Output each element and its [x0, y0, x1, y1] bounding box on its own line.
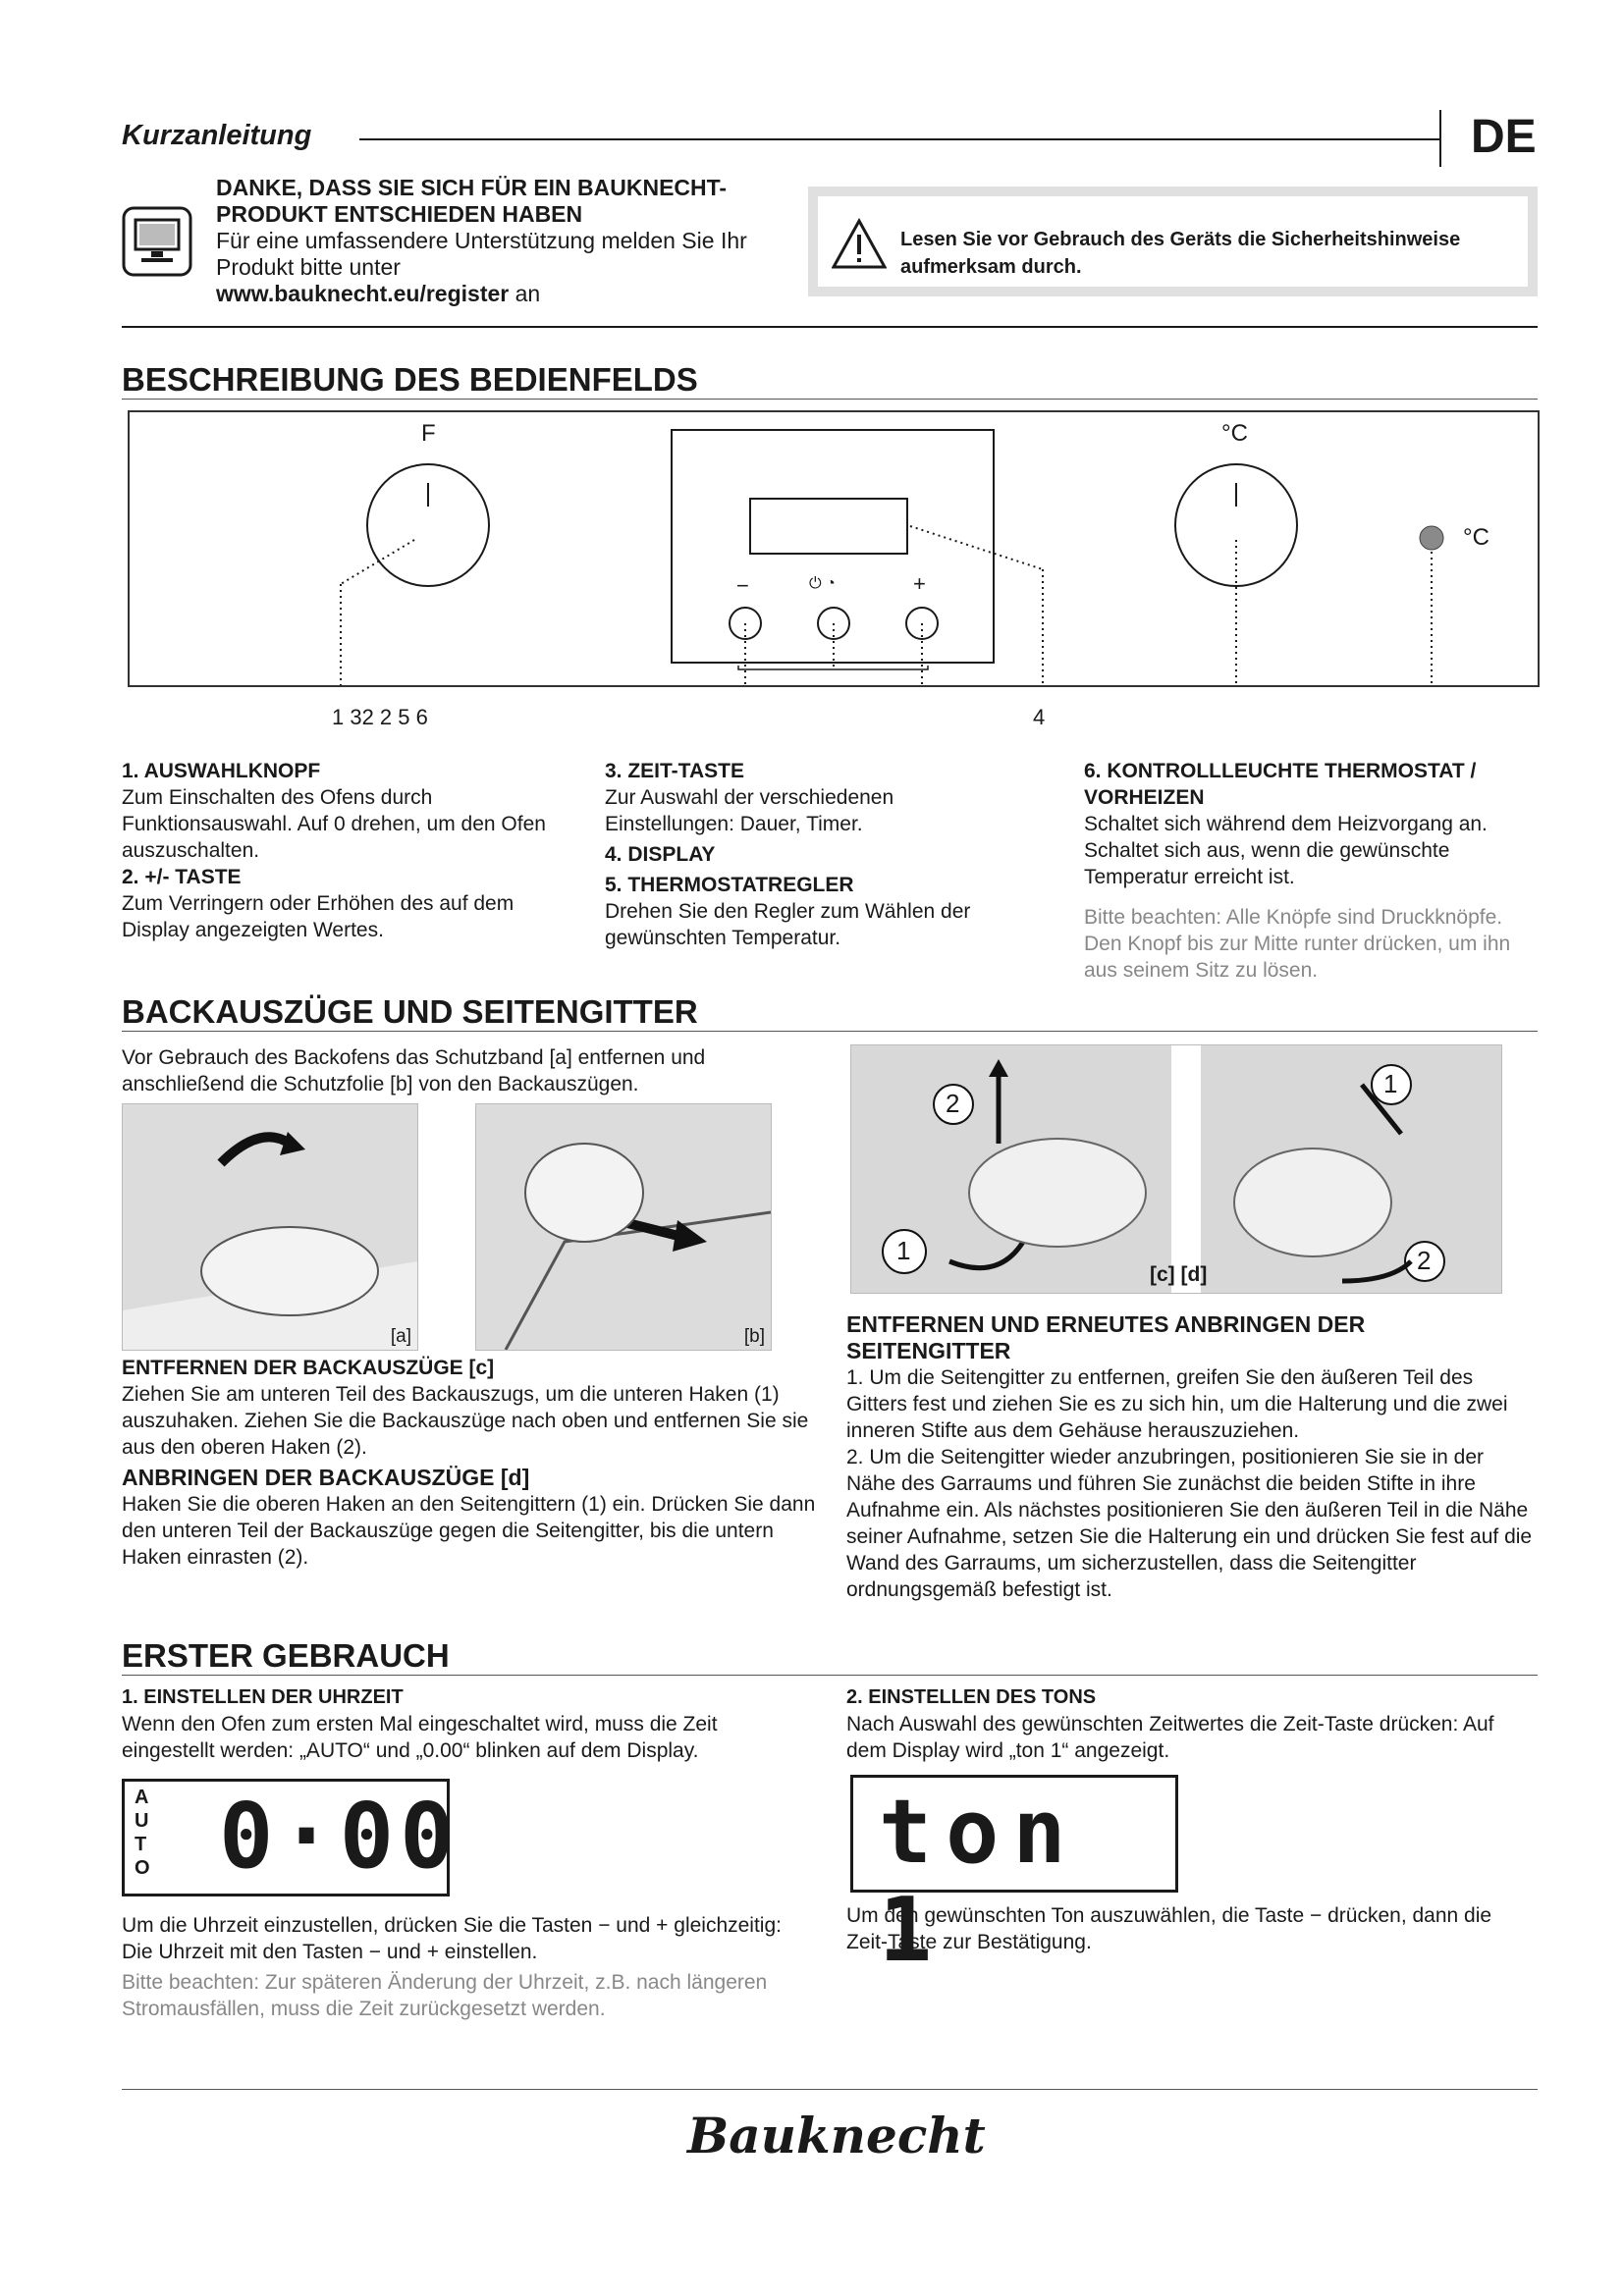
racks-left-text	[122, 1355, 819, 1571]
rack-removal-image	[850, 1044, 1502, 1294]
tone-text: Nach Auswahl des gewünschten Zeitwertes die Zeit-Taste drücken: Auf dem Display wird „ton 1“ angezeigt.	[846, 1713, 1494, 1762]
item-1-title: 1. AUSWAHLKNOPF	[122, 760, 321, 782]
items-col-1	[122, 758, 554, 943]
side-grid-text-1: 1. Um die Seitengitter zu entfernen, greifen Sie den äußeren Teil des Gitters fest und ziehen Sie es zu sich hin, um die Halterung und die zwei inneren Stifte aus dem Gehäuse herauszuziehen.	[846, 1366, 1508, 1442]
function-label: F	[421, 420, 436, 447]
display-window	[750, 499, 907, 554]
clock-title: 1. EINSTELLEN DER UHRZEIT	[122, 1686, 404, 1708]
clock-instructions: Um die Uhrzeit einzustellen, drücken Sie die Tasten − und + gleichzeitig: Die Uhrzeit mit den Tasten − und + einstellen.	[122, 1914, 782, 1963]
section-title-first-use: ERSTER GEBRAUCH	[122, 1637, 450, 1674]
tone-digits: ton 1	[879, 1781, 1080, 1982]
callout-numbers: 1 32 2 5 6	[332, 705, 428, 729]
lamp-label: °C	[1463, 524, 1489, 551]
display-housing	[672, 430, 994, 663]
step-marker: 1	[1383, 1069, 1398, 1098]
plus-symbol: +	[913, 571, 926, 596]
auto-letter: U	[135, 1810, 149, 1832]
footer-rule	[122, 2089, 1538, 2090]
intro-suffix: an	[509, 281, 541, 306]
tone-block	[846, 1684, 1534, 1764]
warning-icon	[832, 218, 887, 269]
item-5-text: Drehen Sie den Regler zum Wählen der gewünschten Temperatur.	[605, 900, 971, 949]
items-col-2	[605, 758, 1017, 951]
protective-film-image	[475, 1103, 772, 1351]
attach-racks-title: ANBRINGEN DER BACKAUSZÜGE [d]	[122, 1465, 530, 1490]
auto-indicator	[135, 1786, 150, 1880]
item-1-text: Zum Einschalten des Ofens durch Funktionsauswahl. Auf 0 drehen, um den Ofen auszuschalten.	[122, 786, 546, 862]
items-col-3	[1084, 758, 1536, 984]
minus-symbol: −	[736, 573, 749, 598]
clock-digits: 0·00	[219, 1784, 460, 1889]
warning-box	[808, 187, 1538, 296]
racks-right-text	[846, 1311, 1534, 1603]
selector-knob	[367, 464, 489, 586]
clock-text: Wenn den Ofen zum ersten Mal eingeschaltet wird, muss die Zeit eingestellt werden: „AUTO“ und „0.00“ blinken auf dem Display.	[122, 1713, 718, 1762]
tone-title: 2. EINSTELLEN DES TONS	[846, 1686, 1097, 1708]
monitor-icon	[122, 206, 192, 277]
attach-racks-text: Haken Sie die oberen Haken an den Seitengittern (1) ein. Drücken Sie dann den unteren Teil der Backauszüge gegen die Seitengitter, bis die untern Haken einrasten (2).	[122, 1493, 816, 1569]
section-rule	[122, 1031, 1538, 1032]
step-marker: 2	[1417, 1246, 1432, 1275]
clock-note: Bitte beachten: Zur späteren Änderung der Uhrzeit, z.B. nach längeren Stromausfällen, muss die Zeit zurückgesetzt werden.	[122, 1971, 768, 2020]
racks-intro: Vor Gebrauch des Backofens das Schutzband [a] entfernen und anschließend die Schutzfolie [b] von den Backauszügen.	[122, 1046, 706, 1095]
item-4-title: 4. DISPLAY	[605, 843, 716, 866]
item-3-title: 3. ZEIT-TASTE	[605, 760, 744, 782]
item-2-title: 2. +/- TASTE	[122, 866, 242, 888]
item-3-text: Zur Auswahl der verschiedenen Einstellungen: Dauer, Timer.	[605, 786, 894, 835]
side-grid-text-2: 2. Um die Seitengitter wieder anzubringen, positionieren Sie sie in der Nähe des Garraums und führen Sie zunächst die beiden Stifte in ihre Aufnahme ein. Als nächstes positionieren Sie den äußeren Teil in die Nähe seiner Aufnahme, setzen Sie die Halterung ein und drücken Sie fest auf die Wand des Garraums, um sicherzustellen, dass die Seitengitter ordnungsgemäß befestigt ist.	[846, 1446, 1533, 1601]
control-panel-diagram	[128, 410, 1540, 687]
temperature-label: °C	[1221, 420, 1248, 447]
item-6-title: 6. KONTROLLLEUCHTE THERMOSTAT / VORHEIZEN	[1084, 760, 1477, 809]
warning-text: Lesen Sie vor Gebrauch des Geräts die Sicherheitshinweise aufmerksam durch.	[900, 229, 1461, 278]
header-rule	[359, 138, 1439, 140]
callout-display: 4	[1033, 705, 1046, 729]
header-divider	[1439, 110, 1441, 167]
time-symbols: ⏻ ◔	[809, 575, 836, 592]
protective-tape-image	[122, 1103, 418, 1351]
thermostat-lamp	[1420, 526, 1443, 550]
intro-block	[216, 175, 766, 307]
clock-display	[122, 1779, 460, 1896]
section-title-racks: BACKAUSZÜGE UND SEITENGITTER	[122, 993, 698, 1030]
item-6-text: Schaltet sich während dem Heizvorgang an. Schaltet sich aus, wenn die gewünschte Temperatur erreicht ist.	[1084, 813, 1488, 888]
auto-letter: O	[135, 1857, 150, 1879]
image-label-b: [b]	[743, 1326, 765, 1347]
language-code: DE	[1471, 111, 1537, 163]
register-link[interactable]: www.bauknecht.eu/register	[216, 281, 510, 306]
knob-note: Bitte beachten: Alle Knöpfe sind Druckknöpfe. Den Knopf bis zur Mitte runter drücken, um ihn aus seinem Sitz zu lösen.	[1084, 906, 1511, 982]
remove-racks-text: Ziehen Sie am unteren Teil des Backauszugs, um die unteren Haken (1) auszuhaken. Ziehen Sie die Backauszüge nach oben und entfernen Sie sie aus den oberen Haken (2).	[122, 1383, 809, 1459]
thermostat-knob	[1175, 464, 1297, 586]
step-marker: 1	[896, 1236, 911, 1265]
remove-racks-title: ENTFERNEN DER BACKAUSZÜGE [c]	[122, 1357, 495, 1379]
image-label-cd: [c] [d]	[1150, 1263, 1208, 1286]
document-type: Kurzanleitung	[122, 120, 312, 151]
section-rule	[122, 1675, 1538, 1676]
intro-text: Für eine umfassendere Unterstützung melden Sie Ihr Produkt bitte unter	[216, 228, 747, 280]
item-2-text: Zum Verringern oder Erhöhen des auf dem Display angezeigten Wertes.	[122, 892, 514, 941]
clock-block	[122, 1684, 789, 1764]
item-5-title: 5. THERMOSTATREGLER	[605, 874, 854, 896]
step-marker: 2	[946, 1089, 960, 1118]
image-label-a: [a]	[390, 1326, 411, 1347]
brand-logo: Bauknecht	[687, 2107, 986, 2164]
auto-letter: T	[135, 1834, 147, 1855]
section-title-panel: BESCHREIBUNG DES BEDIENFELDS	[122, 361, 698, 398]
divider	[122, 326, 1538, 328]
tone-instructions: Um den gewünschten Ton auszuwählen, die Taste − drücken, dann die Zeit-Taste zur Bestätigung.	[846, 1904, 1492, 1953]
side-grid-title: ENTFERNEN UND ERNEUTES ANBRINGEN DER SEITENGITTER	[846, 1311, 1366, 1363]
auto-letter: A	[135, 1787, 149, 1808]
intro-heading: DANKE, DASS SIE SICH FÜR EIN BAUKNECHT-PRODUKT ENTSCHIEDEN HABEN	[216, 175, 728, 227]
section-rule	[122, 399, 1538, 400]
